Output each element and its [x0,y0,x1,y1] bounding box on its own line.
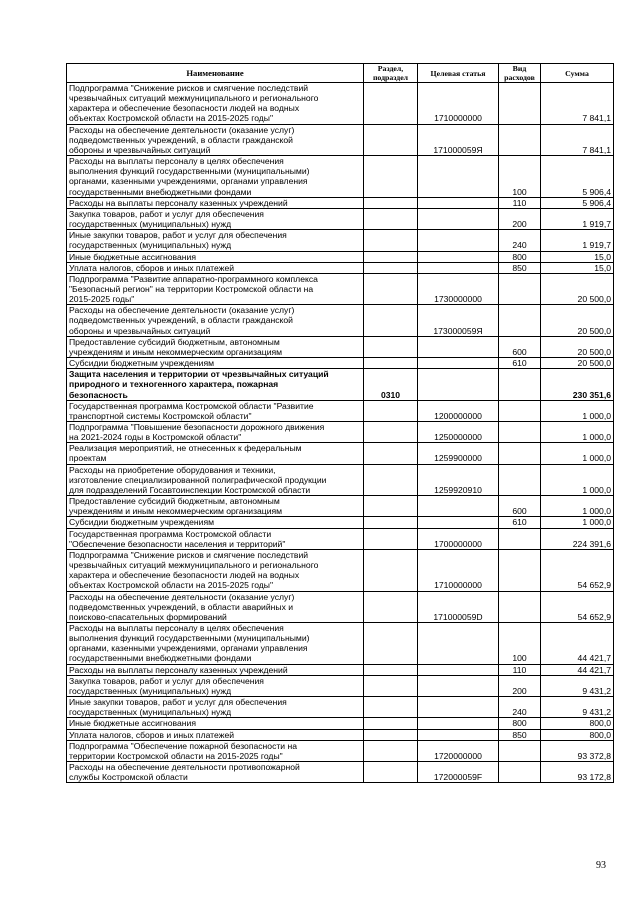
row-name: Подпрограмма "Развитие аппаратно-программного комплекса "Безопасный регион" на территории Костромской области на 2015-2025 годы" [67,273,364,304]
row-section [364,664,418,675]
row-amount: 800,0 [541,729,614,740]
row-name: Расходы на выплаты персоналу в целях обеспечения выполнения функций государственными (муниципальными) органами, казенными учреждениями, органами управления государственными внебюджетными фондами [67,622,364,664]
row-name: Расходы на выплаты персоналу казенных учреждений [67,197,364,208]
table-row [67,400,614,421]
row-name: Иные бюджетные ассигнования [67,718,364,729]
row-target: 1730000000 [418,273,499,304]
row-target [418,718,499,729]
row-amount: 93 372,8 [541,740,614,761]
row-section [364,675,418,696]
row-target: 1710000000 [418,549,499,591]
row-target: 172000059F [418,762,499,783]
table-row [67,528,614,549]
row-amount: 20 500,0 [541,305,614,336]
row-target: 1259900000 [418,443,499,464]
row-target [418,496,499,517]
row-section [364,528,418,549]
row-target [418,251,499,262]
row-expense-type: 610 [499,517,541,528]
row-section [364,762,418,783]
row-amount: 5 906,4 [541,156,614,198]
row-expense-type [499,124,541,155]
row-section [364,124,418,155]
table-row [67,369,614,400]
row-target [418,697,499,718]
row-target [418,208,499,229]
row-name: Подпрограмма "Обеспечение пожарной безопасности на территории Костромской области на 2015-2025 годы" [67,740,364,761]
row-section [364,156,418,198]
row-expense-type [499,83,541,125]
row-section [364,400,418,421]
row-target: 1710000000 [418,83,499,125]
row-section [364,230,418,251]
row-expense-type [499,464,541,495]
row-section: 0310 [364,369,418,400]
row-name: Уплата налогов, сборов и иных платежей [67,729,364,740]
budget-page [66,63,613,783]
row-expense-type: 850 [499,729,541,740]
row-section [364,464,418,495]
row-amount: 93 172,8 [541,762,614,783]
row-amount: 20 500,0 [541,336,614,357]
row-section [364,496,418,517]
row-amount: 224 391,6 [541,528,614,549]
table-row [67,729,614,740]
row-amount: 1 000,0 [541,400,614,421]
header-name: Наименование [67,64,364,83]
row-target [418,622,499,664]
table-row [67,262,614,273]
row-expense-type: 100 [499,622,541,664]
row-section [364,197,418,208]
table-row [67,197,614,208]
row-name: Расходы на выплаты персоналу казенных учреждений [67,664,364,675]
row-section [364,262,418,273]
budget-table [66,63,614,783]
row-section [364,273,418,304]
row-target: 1259920910 [418,464,499,495]
table-row [67,358,614,369]
table-row [67,549,614,591]
row-expense-type [499,422,541,443]
row-name: Расходы на обеспечение деятельности (оказание услуг) подведомственных учреждений, в области гражданской обороны и чрезвычайных ситуаций [67,305,364,336]
row-name: Предоставление субсидий бюджетным, автономным учреждениям и иным некоммерческим организациям [67,336,364,357]
row-amount: 20 500,0 [541,358,614,369]
row-expense-type: 800 [499,251,541,262]
row-expense-type: 800 [499,718,541,729]
row-target: 1700000000 [418,528,499,549]
row-name: Расходы на приобретение оборудования и техники, изготовление специализированной полиграфической продукции для подразделений Госавтоинспекции Костромской области [67,464,364,495]
row-section [364,251,418,262]
row-target [418,262,499,273]
row-amount: 1 919,7 [541,208,614,229]
header-expense-type: Вид расходов [499,64,541,83]
table-row [67,622,614,664]
table-row [67,496,614,517]
row-section [364,549,418,591]
row-expense-type [499,400,541,421]
row-amount: 230 351,6 [541,369,614,400]
row-target: 173000059Я [418,305,499,336]
row-name: Иные бюджетные ассигнования [67,251,364,262]
row-target [418,369,499,400]
table-row [67,422,614,443]
header-amount: Сумма [541,64,614,83]
row-amount: 1 000,0 [541,422,614,443]
table-row [67,336,614,357]
row-name: Закупка товаров, работ и услуг для обеспечения государственных (муниципальных) нужд [67,675,364,696]
row-target [418,517,499,528]
row-amount: 15,0 [541,251,614,262]
row-name: Государственная программа Костромской области "Обеспечение безопасности населения и территорий" [67,528,364,549]
row-target [418,197,499,208]
row-name: Подпрограмма "Повышение безопасности дорожного движения на 2021-2024 годы в Костромской области" [67,422,364,443]
row-target [418,675,499,696]
row-section [364,422,418,443]
table-row [67,124,614,155]
row-section [364,622,418,664]
row-amount: 9 431,2 [541,675,614,696]
row-section [364,83,418,125]
row-expense-type [499,762,541,783]
header-section: Раздел, подраздел [364,64,418,83]
row-section [364,740,418,761]
header-target: Целевая статья [418,64,499,83]
table-row [67,718,614,729]
table-row [67,156,614,198]
row-amount: 7 841,1 [541,124,614,155]
row-target: 1720000000 [418,740,499,761]
row-expense-type: 240 [499,230,541,251]
row-expense-type [499,591,541,622]
row-expense-type [499,528,541,549]
row-section [364,517,418,528]
table-row [67,443,614,464]
row-expense-type: 610 [499,358,541,369]
row-section [364,697,418,718]
row-name: Расходы на обеспечение деятельности противопожарной службы Костромской области [67,762,364,783]
row-amount: 1 000,0 [541,496,614,517]
row-name: Подпрограмма "Снижение рисков и смягчение последствий чрезвычайных ситуаций межмуниципального и регионального характера и обеспечение безопасности людей на водных объектах Костромской области на 2015-2025 годы" [67,83,364,125]
row-expense-type: 110 [499,197,541,208]
row-amount: 9 431,2 [541,697,614,718]
row-target [418,358,499,369]
table-row [67,664,614,675]
row-name: Уплата налогов, сборов и иных платежей [67,262,364,273]
row-section [364,591,418,622]
row-expense-type: 240 [499,697,541,718]
page-number: 93 [596,860,606,871]
row-section [364,305,418,336]
row-name: Закупка товаров, работ и услуг для обеспечения государственных (муниципальных) нужд [67,208,364,229]
row-name: Расходы на обеспечение деятельности (оказание услуг) подведомственных учреждений, в области гражданской обороны и чрезвычайных ситуаций [67,124,364,155]
row-amount: 54 652,9 [541,549,614,591]
row-name: Иные закупки товаров, работ и услуг для обеспечения государственных (муниципальных) нужд [67,230,364,251]
row-section [364,718,418,729]
row-amount: 15,0 [541,262,614,273]
row-expense-type [499,369,541,400]
table-row [67,740,614,761]
table-row [67,464,614,495]
row-expense-type [499,305,541,336]
row-name: Субсидии бюджетным учреждениям [67,517,364,528]
row-target [418,230,499,251]
table-body [67,83,614,783]
row-target [418,336,499,357]
row-expense-type [499,549,541,591]
row-name: Защита населения и территории от чрезвычайных ситуаций природного и техногенного характера, пожарная безопасность [67,369,364,400]
row-name: Предоставление субсидий бюджетным, автономным учреждениям и иным некоммерческим организациям [67,496,364,517]
row-amount: 44 421,7 [541,664,614,675]
row-target: 171000059Я [418,124,499,155]
row-amount: 20 500,0 [541,273,614,304]
row-expense-type: 200 [499,675,541,696]
table-row [67,305,614,336]
row-target: 1250000000 [418,422,499,443]
row-amount: 1 000,0 [541,464,614,495]
row-name: Расходы на выплаты персоналу в целях обеспечения выполнения функций государственными (муниципальными) органами, казенными учреждениями, органами управления государственными внебюджетными фондами [67,156,364,198]
row-expense-type [499,273,541,304]
row-amount: 1 000,0 [541,517,614,528]
row-expense-type [499,740,541,761]
row-section [364,443,418,464]
row-section [364,336,418,357]
table-row [67,697,614,718]
row-name: Реализация мероприятий, не отнесенных к федеральным проектам [67,443,364,464]
row-name: Государственная программа Костромской области "Развитие транспортной системы Костромской области" [67,400,364,421]
table-row [67,762,614,783]
row-expense-type: 600 [499,336,541,357]
row-expense-type: 200 [499,208,541,229]
row-name: Расходы на обеспечение деятельности (оказание услуг) подведомственных учреждений, в области аварийных и поисково-спасательных формирований [67,591,364,622]
row-name: Подпрограмма "Снижение рисков и смягчение последствий чрезвычайных ситуаций межмуниципального и регионального характера и обеспечение безопасности людей на водных объектах Костромской области на 2015-2025 годы" [67,549,364,591]
row-target [418,729,499,740]
row-target: 1200000000 [418,400,499,421]
row-section [364,358,418,369]
table-row [67,273,614,304]
row-expense-type: 600 [499,496,541,517]
row-amount: 44 421,7 [541,622,614,664]
row-amount: 1 919,7 [541,230,614,251]
row-name: Иные закупки товаров, работ и услуг для обеспечения государственных (муниципальных) нужд [67,697,364,718]
row-expense-type: 850 [499,262,541,273]
row-expense-type: 100 [499,156,541,198]
row-amount: 1 000,0 [541,443,614,464]
row-expense-type: 110 [499,664,541,675]
table-header-row [67,64,614,83]
row-target: 171000059D [418,591,499,622]
row-amount: 7 841,1 [541,83,614,125]
row-target [418,156,499,198]
table-row [67,83,614,125]
table-row [67,208,614,229]
row-amount: 54 652,9 [541,591,614,622]
row-target [418,664,499,675]
table-row [67,517,614,528]
row-section [364,208,418,229]
row-section [364,729,418,740]
table-row [67,591,614,622]
row-amount: 5 906,4 [541,197,614,208]
table-row [67,230,614,251]
row-amount: 800,0 [541,718,614,729]
table-row [67,675,614,696]
row-name: Субсидии бюджетным учреждениям [67,358,364,369]
row-expense-type [499,443,541,464]
table-row [67,251,614,262]
